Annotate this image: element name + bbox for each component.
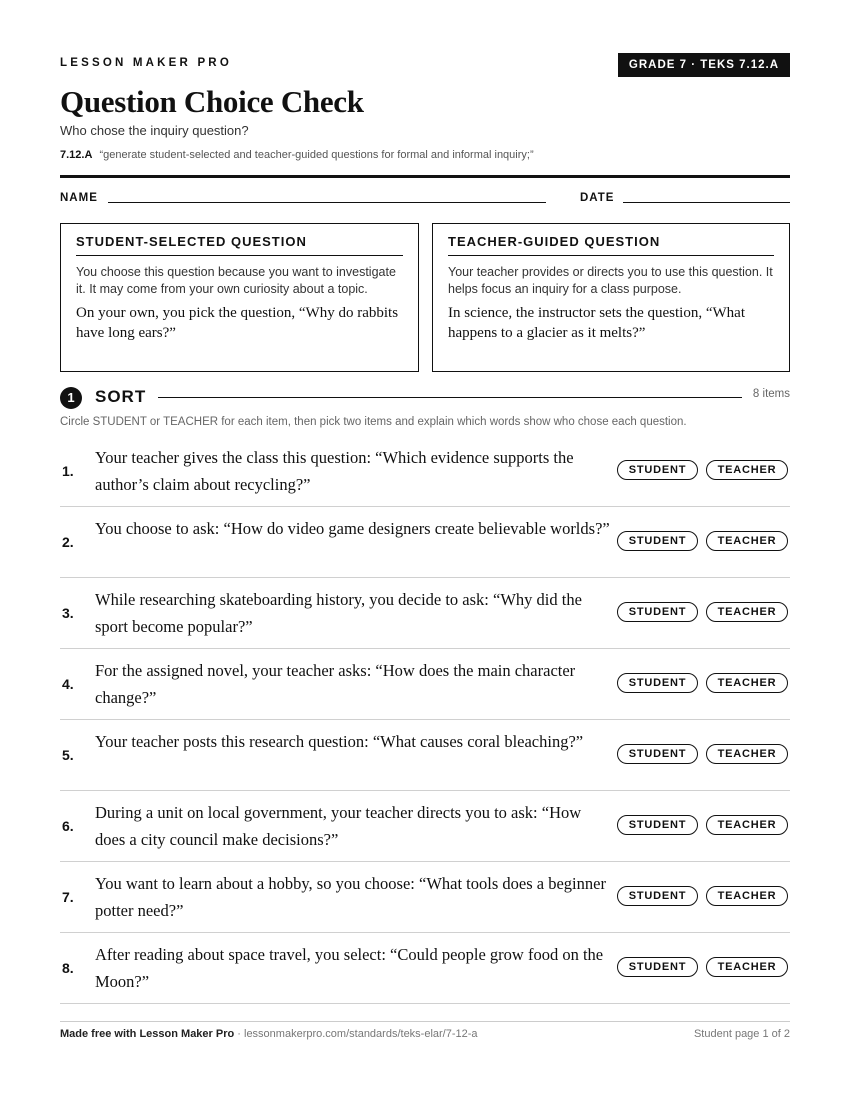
definition-heading: STUDENT-SELECTED QUESTION bbox=[76, 234, 403, 256]
section-instructions: Circle STUDENT or TEACHER for each item, then pick two items and explain which words show who chose each question. bbox=[60, 416, 687, 428]
list-item bbox=[60, 791, 790, 862]
standard-code: 7.12.A bbox=[60, 149, 93, 161]
page-subtitle: Who chose the inquiry question? bbox=[60, 123, 249, 138]
teacher-choice-button[interactable]: TEACHER bbox=[706, 673, 788, 693]
teacher-choice-button[interactable]: TEACHER bbox=[706, 602, 788, 622]
item-text: During a unit on local government, your teacher directs you to ask: “How does a city council make decisions?” bbox=[95, 803, 582, 849]
student-choice-button[interactable]: STUDENT bbox=[617, 957, 698, 977]
item-text: You want to learn about a hobby, so you choose: “What tools does a beginner potter need?” bbox=[95, 874, 606, 920]
section-number-badge: 1 bbox=[60, 387, 82, 409]
student-choice-button[interactable]: STUDENT bbox=[617, 815, 698, 835]
section-header bbox=[60, 385, 790, 409]
item-number: 8. bbox=[62, 960, 74, 976]
item-text: After reading about space travel, you select: “Could people grow food on the Moon?” bbox=[95, 945, 604, 991]
name-label: NAME bbox=[60, 192, 98, 204]
item-text: Your teacher posts this research question: “What causes coral bleaching?” bbox=[95, 732, 584, 751]
standard-line bbox=[60, 149, 534, 161]
item-number: 5. bbox=[62, 747, 74, 763]
list-item bbox=[60, 933, 790, 1004]
teacher-choice-button[interactable]: TEACHER bbox=[706, 744, 788, 764]
definition-body: Your teacher provides or directs you to use this question. It helps focus an inquiry for a class purpose. bbox=[448, 265, 773, 296]
grade-badge: GRADE 7 · TEKS 7.12.A bbox=[618, 53, 790, 77]
footer-divider bbox=[60, 1021, 790, 1022]
student-choice-button[interactable]: STUDENT bbox=[617, 744, 698, 764]
list-item bbox=[60, 862, 790, 933]
section-item-count: 8 items bbox=[752, 388, 790, 400]
date-label: DATE bbox=[580, 192, 615, 204]
footer-credit bbox=[60, 1028, 478, 1040]
teacher-choice-button[interactable]: TEACHER bbox=[706, 531, 788, 551]
name-date-row bbox=[60, 192, 790, 206]
item-text: You choose to ask: “How do video game designers create believable worlds?” bbox=[95, 519, 610, 538]
item-text: Your teacher gives the class this question: “Which evidence supports the author’s claim about recycling?” bbox=[95, 448, 574, 494]
definition-body: You choose this question because you want to investigate it. It may come from your own curiosity about a topic. bbox=[76, 265, 396, 296]
item-number: 7. bbox=[62, 889, 74, 905]
item-number: 4. bbox=[62, 676, 74, 692]
page-title: Question Choice Check bbox=[60, 84, 364, 119]
student-choice-button[interactable]: STUDENT bbox=[617, 602, 698, 622]
list-item bbox=[60, 649, 790, 720]
teacher-choice-button[interactable]: TEACHER bbox=[706, 460, 788, 480]
definition-example: On your own, you pick the question, “Why do rabbits have long ears?” bbox=[76, 305, 399, 341]
footer-url[interactable]: · lessonmakerpro.com/standards/teks-elar/7-12-a bbox=[234, 1028, 478, 1040]
list-item bbox=[60, 578, 790, 649]
item-number: 1. bbox=[62, 463, 74, 479]
teacher-definition-box bbox=[432, 223, 790, 372]
item-text: While researching skateboarding history, you decide to ask: “Why did the sport become popular?” bbox=[95, 590, 582, 636]
item-number: 6. bbox=[62, 818, 74, 834]
date-field[interactable] bbox=[623, 202, 790, 203]
list-item bbox=[60, 507, 790, 578]
student-definition-box bbox=[60, 223, 419, 372]
definition-heading: TEACHER-GUIDED QUESTION bbox=[448, 234, 774, 256]
footer-page-number: Student page 1 of 2 bbox=[693, 1028, 790, 1040]
sort-item-list bbox=[60, 436, 790, 1004]
section-title: SORT bbox=[95, 387, 147, 406]
item-number: 3. bbox=[62, 605, 74, 621]
footer-made-with: Made free with Lesson Maker Pro bbox=[60, 1028, 235, 1040]
student-choice-button[interactable]: STUDENT bbox=[617, 460, 698, 480]
section-divider bbox=[158, 397, 742, 398]
header-divider bbox=[60, 175, 790, 178]
name-field[interactable] bbox=[108, 202, 546, 203]
teacher-choice-button[interactable]: TEACHER bbox=[706, 886, 788, 906]
item-text: For the assigned novel, your teacher asks: “How does the main character change?” bbox=[95, 661, 576, 707]
item-number: 2. bbox=[62, 534, 74, 550]
list-item bbox=[60, 720, 790, 791]
definition-example: In science, the instructor sets the question, “What happens to a glacier as it melts?” bbox=[448, 305, 745, 341]
standard-text: “generate student-selected and teacher-guided questions for formal and informal inquiry;” bbox=[99, 149, 534, 161]
teacher-choice-button[interactable]: TEACHER bbox=[706, 957, 788, 977]
student-choice-button[interactable]: STUDENT bbox=[617, 886, 698, 906]
teacher-choice-button[interactable]: TEACHER bbox=[706, 815, 788, 835]
list-item bbox=[60, 436, 790, 507]
student-choice-button[interactable]: STUDENT bbox=[617, 673, 698, 693]
student-choice-button[interactable]: STUDENT bbox=[617, 531, 698, 551]
brand-name: LESSON MAKER PRO bbox=[60, 57, 232, 69]
